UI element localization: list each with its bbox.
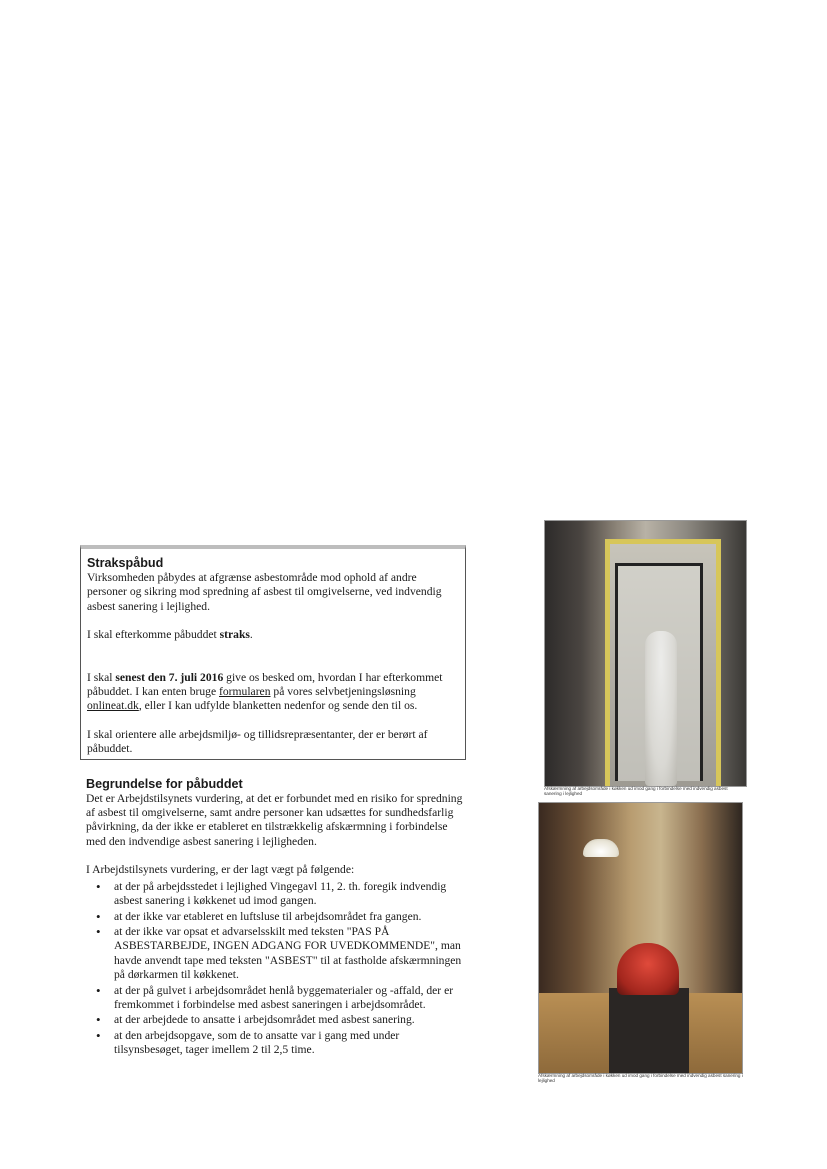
list-item: • at der på gulvet i arbejdsområdet henlå byggematerialer og -affald, der er fremkommet i forbindelse med asbest saneringen i arbejdsområdet. [114,984,466,1013]
photo-hallway [538,802,743,1074]
efterkomme-text: I skal efterkomme påbuddet straks. [87,628,253,642]
list-item: • at den arbejdsopgave, som de to ansatte var i gang med under tilsynsbesøget, tager imellem 2 til 2,5 time. [114,1029,466,1058]
deadline-date: senest den 7. juli 2016 [115,670,224,684]
reasons-list [86,880,466,1058]
begrundelse-text: Det er Arbejdstilsynets vurdering, at det er forbundet med en risiko for spredning af asbest til omgivelserne, samt andre personer kan udsættes for sundhedsfarlig påvirkning, da der ikke er etableret en tilstrækkelig afskærmning i forbindelse med den indvendige asbest sanering i lejligheden. [86,791,463,848]
list-item: • at der på arbejdsstedet i lejlighed Vingegavl 11, 2. th. foregik indvendig asbest sanering i køkkenet ud imod gangen. [114,880,466,909]
vurdering-intro: I Arbejdstilsynets vurdering, er der lagt vægt på følgende: [86,863,355,877]
onlineat-link[interactable]: onlineat.dk [87,699,139,713]
formularen-link[interactable]: formularen [219,685,271,699]
orientere-text: I skal orientere alle arbejdsmiljø- og tillidsrepræsentanter, der er berørt af påbuddet. [87,727,428,756]
strakspaabud-title: Strakspåbud [87,556,164,570]
photo-kitchen-door [544,520,747,787]
document-column [80,545,466,1059]
list-item: • at der ikke var etableret en luftsluse til arbejdsområdet fra gangen. [114,910,466,924]
begrundelse-section [80,776,466,1058]
vacuum-cleaner-shape [617,943,679,995]
worker-figure-shape [645,631,677,786]
list-item: • at der ikke var opsat et advarselsskilt med teksten "PAS PÅ ASBESTARBEJDE, INGEN ADGANG FOR UVEDKOMMENDE", man havde anvendt tape med teksten "ASBEST" til at fastholde afskærmningen på dørkarmen til køkkenet. [114,925,466,983]
list-item: • at der arbejdede to ansatte i arbejdsområdet med asbest sanering. [114,1013,466,1027]
ceiling-lamp-shape [583,839,619,857]
strakspaabud-text: Virksomheden påbydes at afgrænse asbestområde mod ophold af andre personer og sikring mod spredning af asbest til omgivelserne, ved indvendig asbest sanering i lejlighed. [87,571,442,613]
photo-caption-1: Afskærmning af arbejdsområde i køkken ud imod gang i forbindelse med indvendig asbest sanering i lejlighed [544,786,728,797]
deadline-text: I skal senest den 7. juli 2016 give os besked om, hvordan I har efterkommet påbuddet. I kan enten bruge formularen på vores selvbetjeningsløsning onlineat.dk, eller I kan udfylde blanketten nedenfor og sende den til os. [87,670,443,713]
photo-caption-2: Afskærmning af arbejdsområde i køkken ud imod gang i forbindelse med indvendig asbest sanering i lejlighed [538,1073,743,1084]
begrundelse-title: Begrundelse for påbuddet [86,776,243,791]
strakspaabud-box [80,545,466,760]
vacuum-base-shape [609,988,689,1073]
